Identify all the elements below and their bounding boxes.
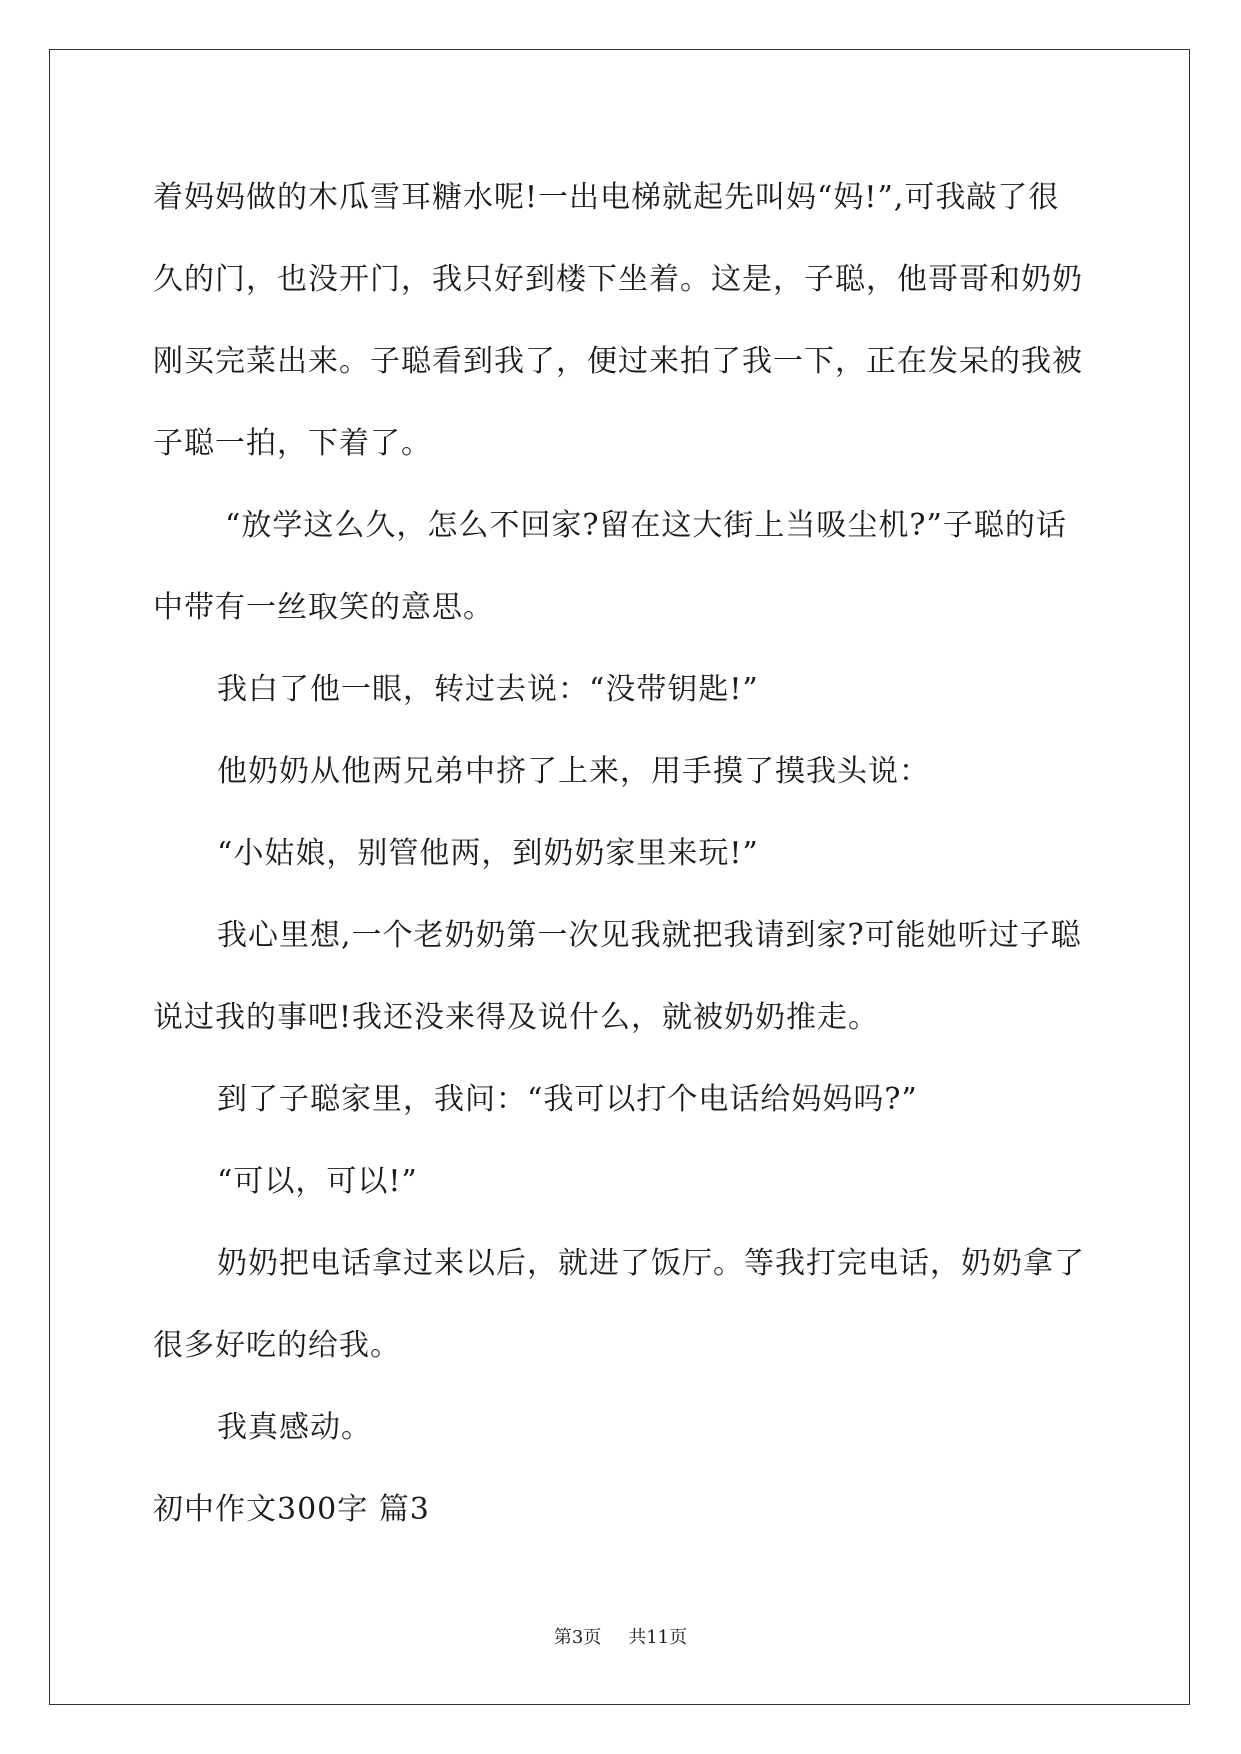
text-line: 着妈妈做的木瓜雪耳糖水呢!一出电梯就起先叫妈“妈!”,可我敲了很 bbox=[153, 180, 1060, 215]
text-line: 久的门，也没开门，我只好到楼下坐着。这是，子聪，他哥哥和奶奶 bbox=[153, 262, 1083, 297]
page-total: 共11页 bbox=[628, 1627, 688, 1648]
page-number: 第3页 bbox=[553, 1627, 602, 1648]
section-heading: 初中作文300字 篇3 bbox=[153, 1492, 430, 1527]
text-line: 子聪一拍，下着了。 bbox=[153, 426, 432, 461]
text-line: “可以，可以!” bbox=[217, 1164, 418, 1199]
text-line: 说过我的事吧!我还没来得及说什么，就被奶奶推走。 bbox=[153, 1000, 880, 1035]
text-line: 他奶奶从他两兄弟中挤了上来，用手摸了摸我头说： bbox=[217, 754, 930, 789]
text-line: 奶奶把电话拿过来以后，就进了饭厅。等我打完电话，奶奶拿了 bbox=[217, 1246, 1085, 1281]
text-line: “小姑娘，别管他两，到奶奶家里来玩!” bbox=[217, 836, 759, 871]
document-body bbox=[153, 157, 1093, 1551]
text-line: 中带有一丝取笑的意思。 bbox=[153, 590, 494, 625]
text-line: “放学这么久，怎么不回家?留在这大街上当吸尘机?”子聪的话 bbox=[225, 508, 1067, 543]
text-line: 到了子聪家里，我问：“我可以打个电话给妈妈吗?” bbox=[217, 1082, 918, 1117]
text-line: 我心里想,一个老奶奶第一次见我就把我请到家?可能她听过子聪 bbox=[217, 918, 1082, 953]
page-footer bbox=[0, 1623, 1241, 1649]
text-line: 刚买完菜出来。子聪看到我了，便过来拍了我一下，正在发呆的我被 bbox=[153, 344, 1083, 379]
text-line: 很多好吃的给我。 bbox=[153, 1328, 401, 1363]
text-line: 我真感动。 bbox=[217, 1410, 372, 1445]
text-line: 我白了他一眼，转过去说：“没带钥匙!” bbox=[217, 672, 759, 707]
